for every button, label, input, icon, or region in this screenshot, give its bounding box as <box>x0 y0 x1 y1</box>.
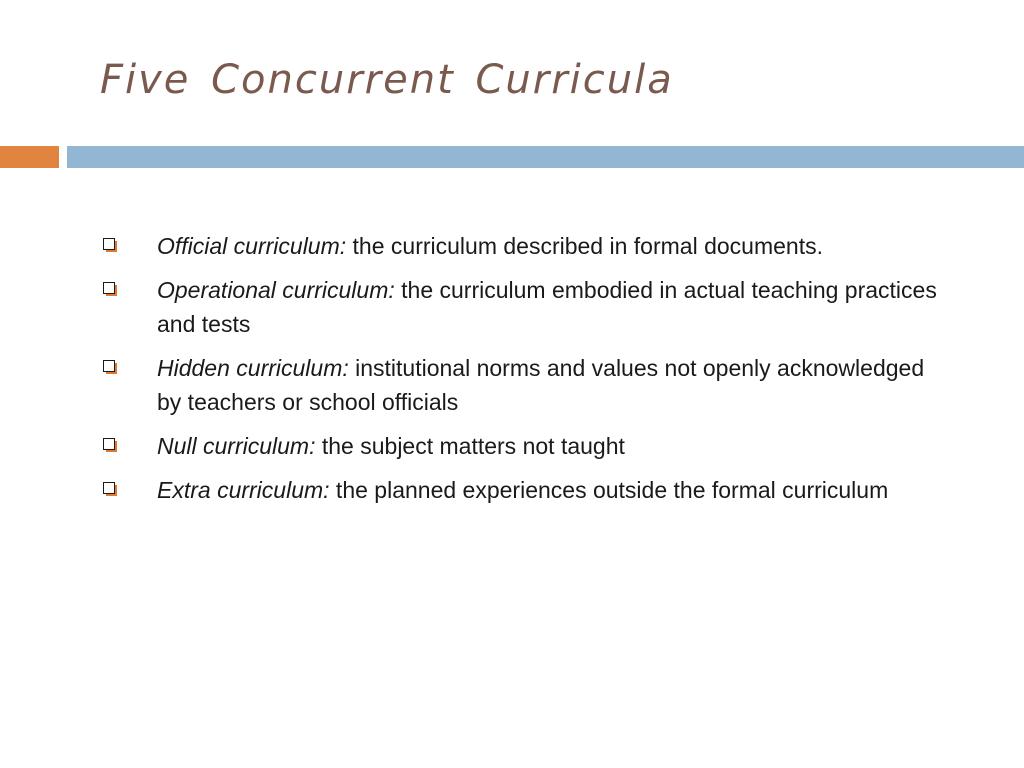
bullet-item-null <box>100 429 940 463</box>
bullet-text: the planned experiences outside the formal curriculum <box>329 477 889 503</box>
title-accent-bar <box>0 146 59 168</box>
checkbox-bullet-icon <box>103 282 115 294</box>
title-divider-bar <box>67 146 1024 168</box>
bullet-text: the subject matters not taught <box>315 433 625 459</box>
bullet-term: Null curriculum: <box>157 433 316 459</box>
bullet-item-extra <box>100 473 940 507</box>
bullet-item-hidden <box>100 351 940 419</box>
bullet-term: Hidden curriculum: <box>157 355 349 381</box>
bullet-text: institutional norms and values not openly acknowledged by teachers or school officials <box>157 355 925 415</box>
bullet-text: the curriculum described in formal documents. <box>346 233 823 259</box>
bullet-item-official <box>100 229 940 263</box>
checkbox-bullet-icon <box>103 482 115 494</box>
bullet-item-operational <box>100 273 940 341</box>
checkbox-bullet-icon <box>103 238 115 250</box>
slide-title: Five Concurrent Curricula <box>100 57 674 103</box>
bullet-term: Official curriculum: <box>157 233 347 259</box>
bullet-text: the curriculum embodied in actual teaching practices and tests <box>157 277 937 337</box>
checkbox-bullet-icon <box>103 360 115 372</box>
bullet-list <box>100 229 940 517</box>
bullet-term: Extra curriculum: <box>157 477 330 503</box>
bullet-term: Operational curriculum: <box>157 277 395 303</box>
checkbox-bullet-icon <box>103 438 115 450</box>
